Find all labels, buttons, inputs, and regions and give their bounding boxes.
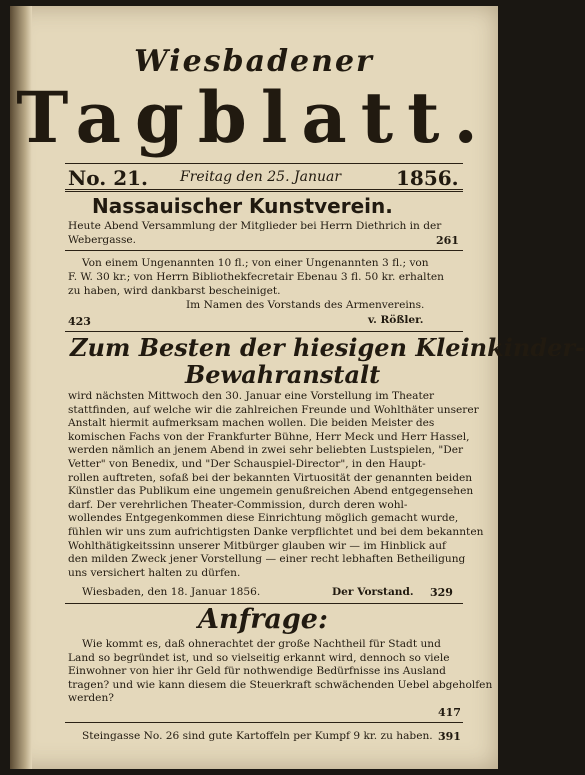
kinder-line: stattfinden, auf welche wir die zahlreichen Freunde und Wohlthäter unserer <box>68 403 479 416</box>
kunstverein-title: Nassauischer Kunstverein. <box>92 194 393 218</box>
kinder-line: den milden Zweck jener Vorstellung — einer recht lebhaften Betheiligung <box>68 553 466 566</box>
masthead-line1: Wiesbadener <box>134 44 374 79</box>
kunstverein-adnum: 261 <box>436 234 459 247</box>
armen-line2: F. W. 30 kr.; von Herrn Bibliothekfecretair Ebenau 3 fl. 50 kr. erhalten <box>68 271 444 283</box>
kartoffeln-text: Steingasse No. 26 sind gute Kartoffeln per Kumpf 9 kr. zu haben. <box>82 730 433 742</box>
rule-3 <box>65 331 463 332</box>
masthead-line2: Tagblatt. <box>16 76 492 159</box>
anfrage-title: Anfrage: <box>198 604 328 635</box>
kinder-line: komischen Fachs von der Frankfurter Bühne, Herr Meck und Herr Hassel, <box>68 430 470 443</box>
anfrage-line: werden? <box>68 692 114 705</box>
kinder-line: werden nämlich an jenem Abend in zwei sehr beliebten Lustspielen, "Der <box>68 444 464 457</box>
issue-year: 1856. <box>396 166 459 190</box>
armen-adnum: 423 <box>68 315 91 328</box>
armen-line1: Von einem Ungenannten 10 fl.; von einer Ungenannten 3 fl.; von <box>82 257 429 269</box>
kinder-title1: Zum Besten der hiesigen Kleinkinder- <box>70 333 585 362</box>
rule-5 <box>65 722 463 723</box>
armen-line3: zu haben, wird dankbarst bescheiniget. <box>68 285 281 297</box>
kinder-line: wird nächsten Mittwoch den 30. Januar eine Vorstellung im Theater <box>68 390 435 402</box>
kunstverein-line2: Webergasse. <box>68 234 137 246</box>
kinder-adnum: 329 <box>430 586 453 599</box>
kinder-title2: Bewahranstalt <box>185 360 381 389</box>
kunstverein-line1: Heute Abend Versammlung der Mitglieder bei Herrn Diethrich in der <box>68 220 442 232</box>
kinder-line: Künstler das Publikum eine ungemein genußreichen Abend entgegensehen <box>68 485 474 498</box>
kinder-line: Anstalt hiermit aufmerksam machen wollen. Die beiden Meister des <box>68 417 435 430</box>
issue-date: Freitag den 25. Januar <box>180 169 342 185</box>
anfrage-line: Wie kommt es, daß ohnerachtet der große Nachtheil für Stadt und <box>82 638 441 650</box>
anfrage-line: Land so begründet ist, und so vielseitig erkannt wird, dennoch so viele <box>68 651 450 664</box>
rule-top <box>65 163 463 164</box>
armen-sig2: v. Rößler. <box>368 314 424 326</box>
newspaper-page <box>10 6 585 769</box>
issue-number: No. 21. <box>68 166 148 190</box>
kinder-line: uns versichert halten zu dürfen. <box>68 566 241 579</box>
kartoffeln-adnum: 391 <box>438 730 461 743</box>
rule-2 <box>65 250 463 251</box>
anfrage-line: Einwohner von hier ihr Geld für nothwendige Bedürfnisse ins Ausland <box>68 665 446 678</box>
kinder-line: darf. Der verehrlichen Theater-Commission, durch deren wohl- <box>68 498 408 511</box>
kinder-line: Wohlthätigkeitssinn unserer Mitbürger glauben wir — im Hinblick auf <box>68 539 446 552</box>
armen-sig1: Im Namen des Vorstands des Armenvereins. <box>186 299 425 311</box>
kinder-body <box>68 390 483 580</box>
anfrage-adnum: 417 <box>438 706 461 719</box>
kinder-line: rollen auftreten, sofaß bei der bekannten Virtuosität der genannten beiden <box>68 471 473 484</box>
anfrage-line: tragen? und wie kann diesem die Steuerkraft schwächenden Uebel abgeholfen <box>68 678 493 691</box>
kinder-line: fühlen wir uns zum aufrichtigsten Danke verpflichtet und bei dem bekannten <box>68 525 484 538</box>
kinder-line: Vetter" von Benedix, und "Der Schauspiel-Director", in den Haupt- <box>68 457 426 470</box>
kinder-place-date: Wiesbaden, den 18. Januar 1856. <box>82 586 261 598</box>
kinder-line: wollendes Entgegenkommen diese Einrichtung möglich gemacht wurde, <box>68 512 459 525</box>
rule-below-dateline <box>65 189 463 192</box>
anfrage-body <box>68 638 492 706</box>
kinder-signature: Der Vorstand. <box>332 586 414 598</box>
